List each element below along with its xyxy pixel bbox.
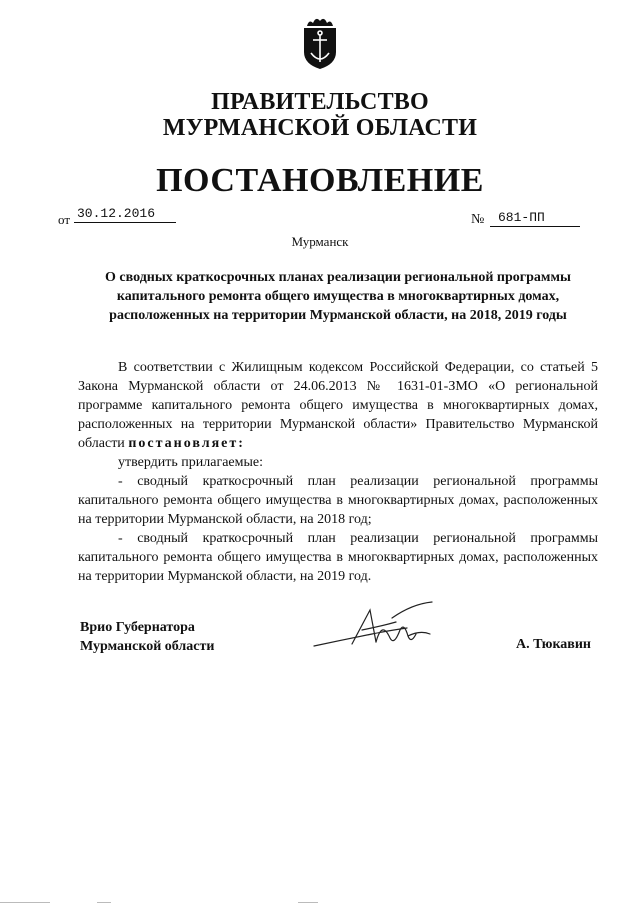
number-prefix: №: [471, 212, 485, 227]
number-underline: [490, 226, 580, 227]
government-title-line2: МУРМАНСКОЙ ОБЛАСТИ: [162, 115, 478, 141]
government-title-line1: ПРАВИТЕЛЬСТВО: [211, 89, 429, 115]
preamble-paragraph: [78, 358, 598, 453]
footer-mark: [97, 902, 111, 903]
signatory-name: А. Тюкавин: [516, 637, 591, 652]
position-line: Врио Губернатора: [80, 620, 195, 635]
list-item: [78, 529, 598, 586]
handwritten-signature-icon: [312, 600, 442, 660]
list-item: [78, 472, 598, 529]
position-line: Мурманской области: [80, 639, 215, 654]
signatory-position: [80, 618, 214, 656]
approve-line: [78, 453, 598, 472]
city-name: Мурманск: [291, 234, 349, 249]
document-number: 681-ПП: [498, 210, 545, 225]
document-date: 30.12.2016: [77, 206, 156, 221]
list-item-text: - сводный краткосрочный план реализации региональной программы капитального ремонта общего имущества в многоквартирных домах, расположенных на территории Мурманской области, на 2018 год;: [78, 474, 598, 527]
title-line: капитального ремонта общего имущества в многоквартирных домах,: [116, 289, 560, 304]
date-prefix: от: [58, 212, 71, 227]
date-underline: [74, 222, 176, 223]
document-body: [78, 358, 598, 586]
coat-of-arms-icon: [299, 14, 341, 70]
title-line: расположенных на территории Мурманской области, на 2018, 2019 годы: [109, 308, 567, 323]
document-type-heading: ПОСТАНОВЛЕНИЕ: [156, 162, 484, 199]
decree-word: постановляет:: [128, 436, 245, 451]
document-title: [78, 268, 598, 325]
footer-mark: [298, 902, 318, 903]
list-item-text: - сводный краткосрочный план реализации региональной программы капитального ремонта общего имущества в многоквартирных домах, расположенных на территории Мурманской области, на 2019 год.: [78, 531, 598, 584]
footer-mark: [0, 902, 50, 903]
preamble-text: В соответствии с Жилищным кодексом Российской Федерации, со статьей 5 Закона Мурманской области от 24.06.2013 № 1631-01-ЗМО «О региональной программе капитального ремонта общего имущества в многоквартирных домах, расположенных на территории Мурманской области» Правительство Мурманской области: [78, 360, 598, 451]
approve-text: утвердить прилагаемые:: [118, 455, 264, 470]
title-line: О сводных краткосрочных планах реализации региональной программы: [105, 270, 571, 285]
